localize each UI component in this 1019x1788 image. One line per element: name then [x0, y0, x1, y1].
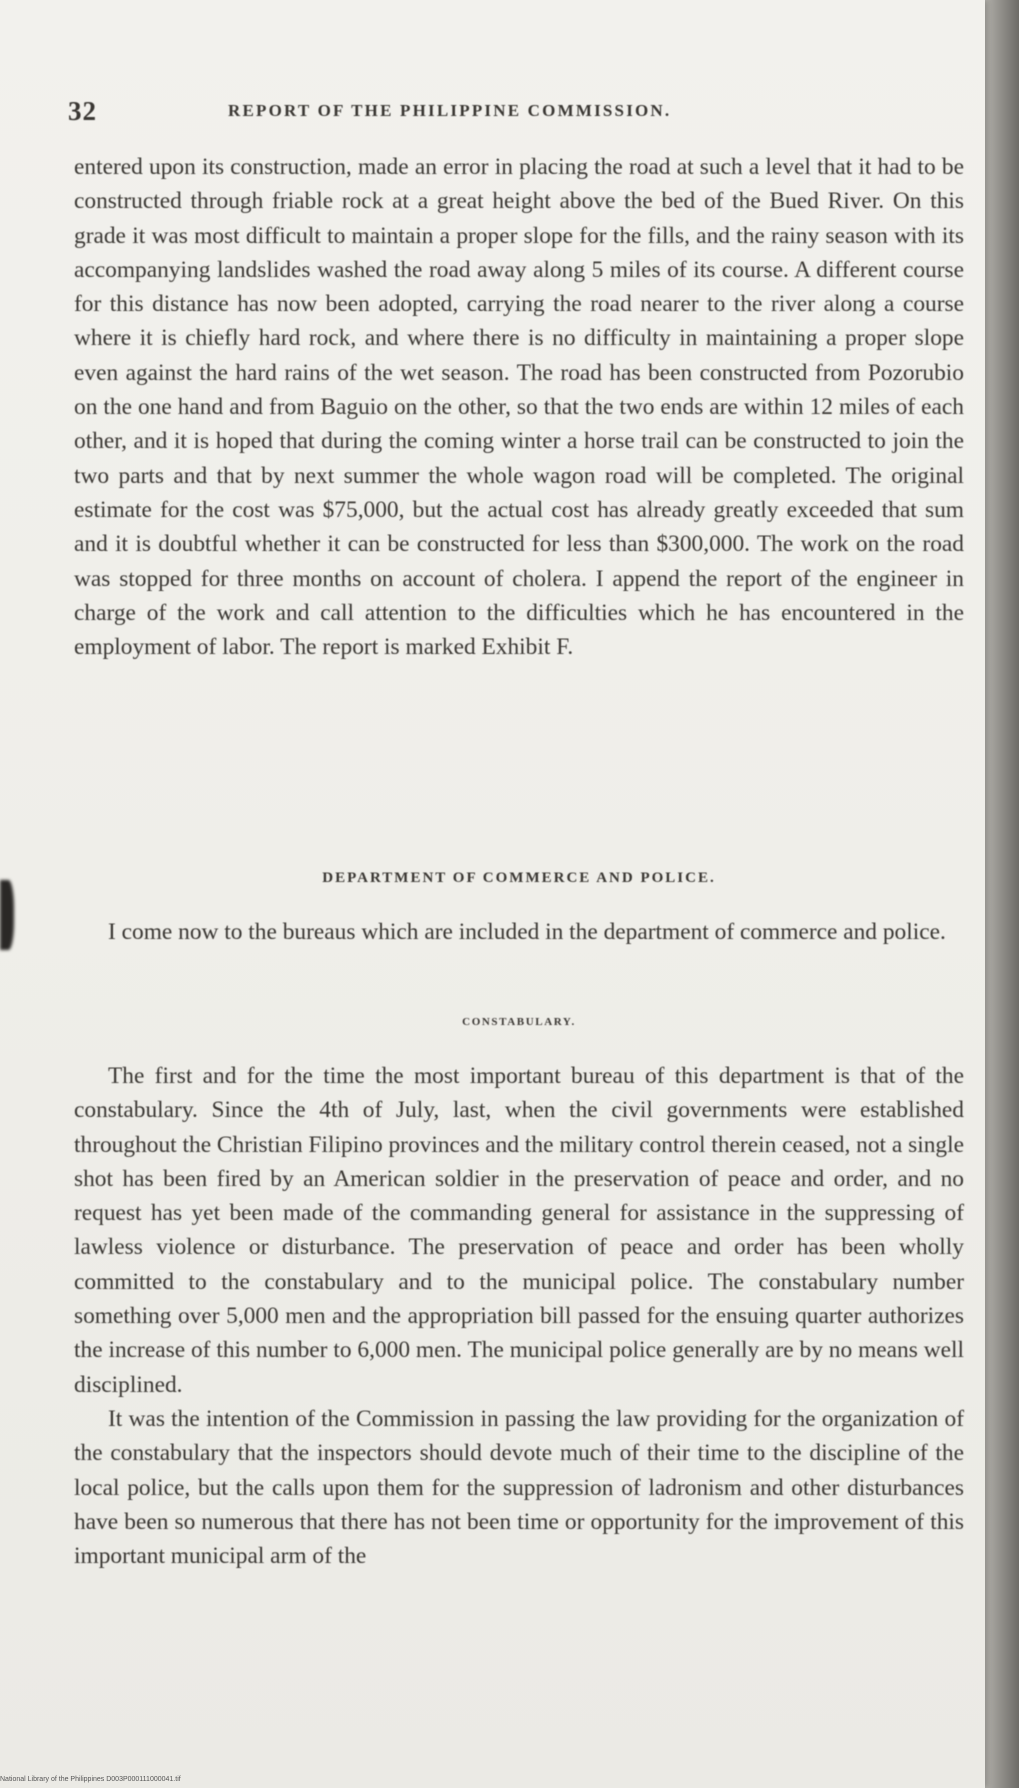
section-heading-department: DEPARTMENT OF COMMERCE AND POLICE.	[322, 870, 716, 886]
paragraph-text: It was the intention of the Commission in passing the law providing for the organization of the constabulary that the inspectors should devote much of their time to the discipline of the local police, but the calls upon them for the suppression of ladronism and other disturbances have been so numerous that there has not been time or opportunity for the improvement of this important municipal arm of the	[74, 1405, 964, 1570]
page-header	[68, 96, 948, 130]
paragraph-text: I come now to the bureaus which are included in the department of commerce and police.	[108, 919, 946, 945]
binding-mark	[0, 880, 14, 950]
page-number: 32	[68, 96, 97, 126]
paragraph-intro-commerce	[74, 915, 964, 949]
paragraph-constabulary	[74, 1059, 964, 1573]
running-head: REPORT OF THE PHILIPPINE COMMISSION.	[228, 101, 672, 120]
paragraph-text: The first and for the time the most important bureau of this department is that of the constabulary. Since the 4th of July, last, when the civil governments were established throughout the Christian Filipino provinces and the military control therein ceased, not a single shot has been fired by an American soldier in the preservation of peace and order, and no request has yet been made of the commanding general for assistance in the suppressing of lawless violence or disturbance. The preservation of peace and order has been wholly committed to the constabulary and to the municipal police. The constabulary number something over 5,000 men and the appropriation bill passed for the ensuing quarter authorizes the increase of this number to 6,000 men. The municipal police generally are by no means well disciplined.	[74, 1063, 964, 1398]
section-heading-constabulary: CONSTABULARY.	[462, 1016, 576, 1028]
scan-credit: National Library of the Philippines D003P000111000041.tif	[0, 1776, 181, 1783]
paragraph-text: entered upon its construction, made an error in placing the road at such a level that it had to be constructed through friable rock at a great height above the bed of the Bued River. On this grade it was most difficult to maintain a proper slope for the fills, and the rainy season with its accompanying landslides washed the road away along 5 miles of its course. A different course for this distance has now been adopted, carrying the road nearer to the river along a course where it is chiefly hard rock, and where there is no difficulty in maintaining a proper slope even against the hard rains of the wet season. The road has been constructed from Pozorubio on the one hand and from Baguio on the other, so that the two ends are within 12 miles of each other, and it is hoped that during the coming winter a horse trail can be constructed to join the two parts and that by next summer the whole wagon road will be completed. The original estimate for the cost was $75,000, but the actual cost has already greatly exceeded that sum and it is doubtful whether it can be constructed for less than $300,000. The work on the road was stopped for three months on account of cholera. I append the report of the engineer in charge of the work and call attention to the difficulties which he has encountered in the employment of labor. The report is marked Exhibit F.	[74, 154, 964, 661]
paragraph-road-construction	[74, 150, 964, 664]
